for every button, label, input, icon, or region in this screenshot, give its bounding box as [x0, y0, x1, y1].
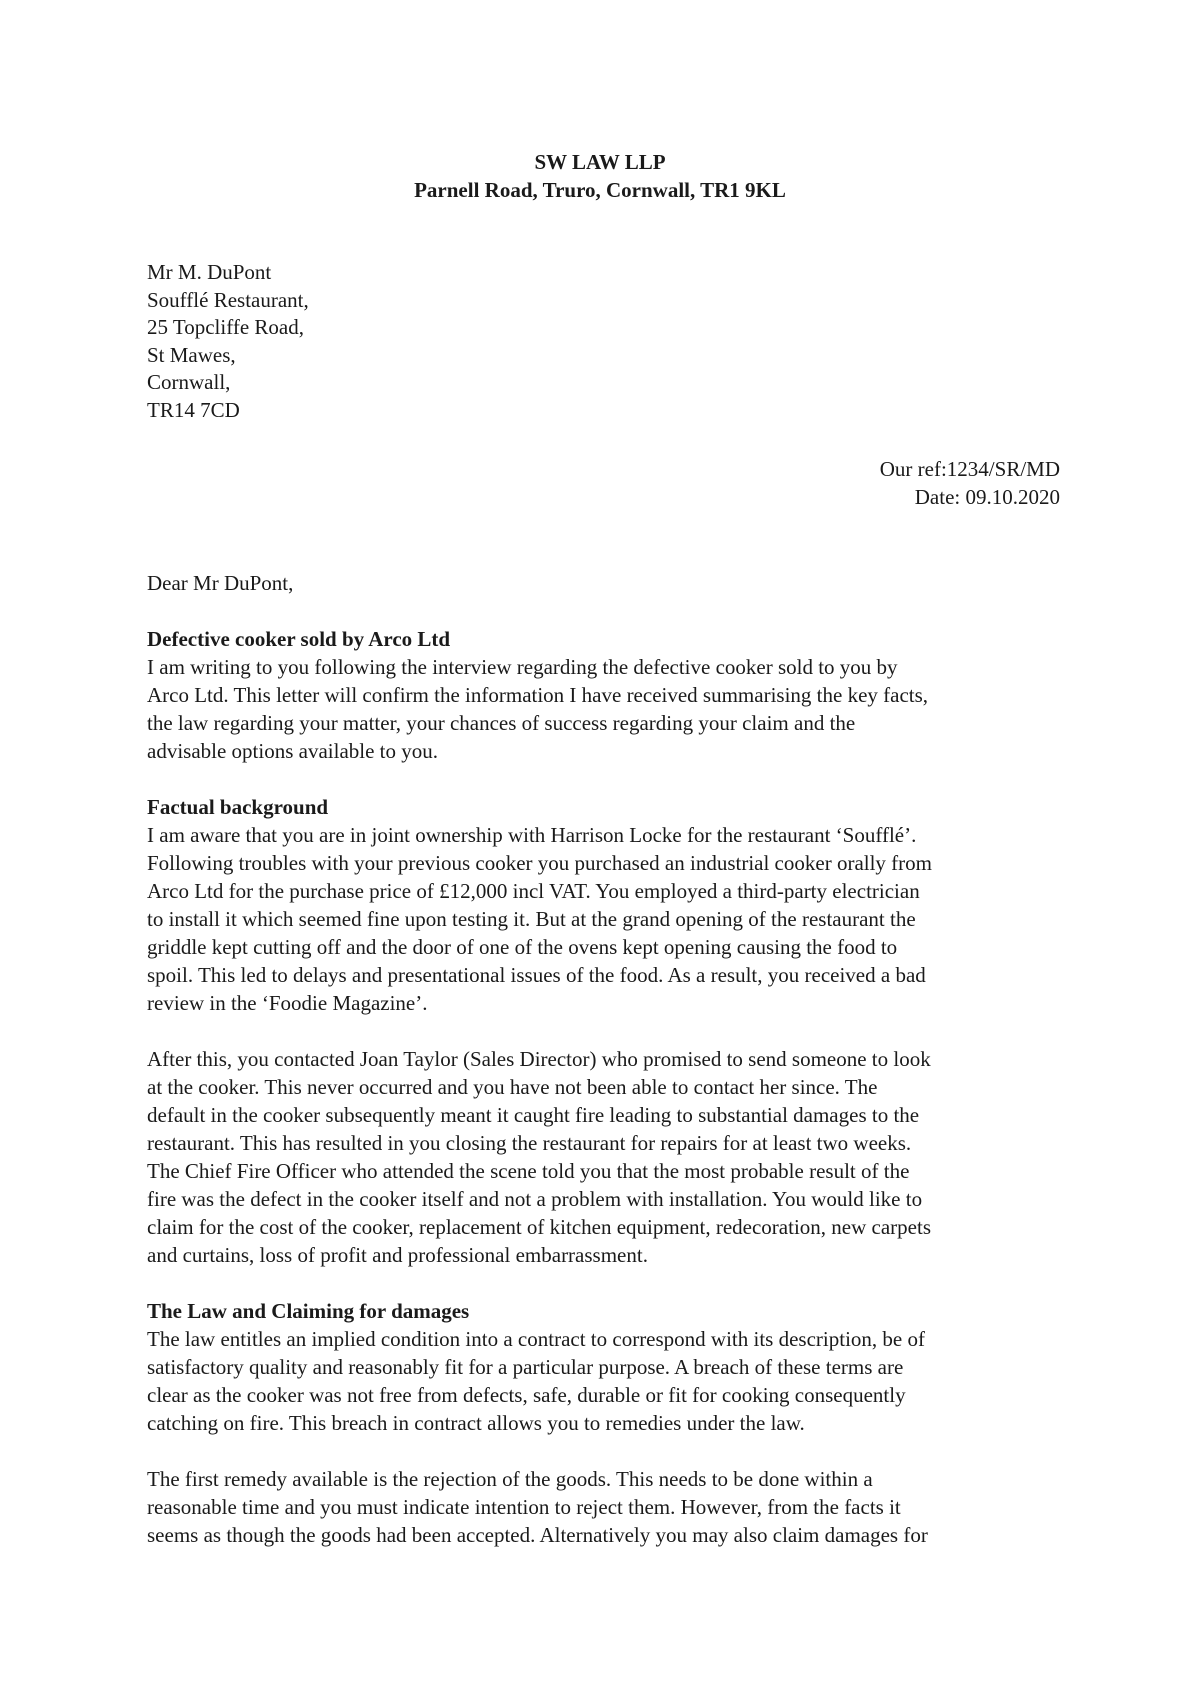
text-line: Arco Ltd. This letter will confirm the information I have received summarising the key facts, — [147, 683, 929, 707]
text-line: spoil. This led to delays and presentational issues of the food. As a result, you received a bad — [147, 963, 926, 987]
text-line: After this, you contacted Joan Taylor (Sales Director) who promised to send someone to look — [147, 1047, 931, 1071]
text-line: The first remedy available is the rejection of the goods. This needs to be done within a — [147, 1467, 873, 1491]
facts-paragraph-1 — [147, 821, 1057, 1017]
text-line: I am aware that you are in joint ownership with Harrison Locke for the restaurant ‘Soufflé’. — [147, 823, 917, 847]
recipient-line: Soufflé Restaurant, — [147, 287, 309, 312]
text-line: at the cooker. This never occurred and you have not been able to contact her since. The — [147, 1075, 878, 1099]
facts-paragraph-2 — [147, 1045, 1057, 1269]
salutation: Dear Mr DuPont, — [147, 571, 294, 595]
letterhead — [0, 148, 1200, 204]
our-reference: Our ref:1234/SR/MD — [879, 457, 1060, 481]
text-line: review in the ‘Foodie Magazine’. — [147, 991, 428, 1015]
recipient-line: Mr M. DuPont — [147, 260, 272, 284]
letter-body — [147, 569, 1057, 1549]
text-line: default in the cooker subsequently meant it caught fire leading to substantial damages to the — [147, 1103, 920, 1127]
text-line: catching on fire. This breach in contract allows you to remedies under the law. — [147, 1411, 805, 1435]
recipient-line: TR14 7CD — [147, 397, 240, 422]
text-line: satisfactory quality and reasonably fit for a particular purpose. A breach of these terms are — [147, 1355, 904, 1379]
firm-address: Parnell Road, Truro, Cornwall, TR1 9KL — [414, 178, 786, 202]
text-line: Following troubles with your previous cooker you purchased an industrial cooker orally from — [147, 851, 932, 875]
text-line: clear as the cooker was not free from defects, safe, durable or fit for cooking consequently — [147, 1383, 906, 1407]
recipient-line: St Mawes, — [147, 342, 236, 367]
recipient-address — [147, 259, 309, 424]
law-paragraph-1 — [147, 1325, 1057, 1437]
text-line: I am writing to you following the interview regarding the defective cooker sold to you by — [147, 655, 898, 679]
section-heading-intro: Defective cooker sold by Arco Ltd — [147, 627, 451, 651]
recipient-line: Cornwall, — [147, 370, 231, 394]
text-line: Arco Ltd for the purchase price of £12,000 incl VAT. You employed a third-party electrician — [147, 879, 920, 903]
text-line: The law entitles an implied condition into a contract to correspond with its description, be of — [147, 1327, 925, 1351]
law-paragraph-2 — [147, 1465, 1057, 1549]
text-line: restaurant. This has resulted in you closing the restaurant for repairs for at least two weeks. — [147, 1131, 912, 1155]
text-line: reasonable time and you must indicate intention to reject them. However, from the facts it — [147, 1495, 901, 1519]
text-line: the law regarding your matter, your chances of success regarding your claim and the — [147, 711, 856, 735]
text-line: seems as though the goods had been accepted. Alternatively you may also claim damages for — [147, 1523, 928, 1547]
text-line: and curtains, loss of profit and professional embarrassment. — [147, 1243, 648, 1267]
text-line: claim for the cost of the cooker, replacement of kitchen equipment, redecoration, new carpets — [147, 1215, 931, 1239]
text-line: griddle kept cutting off and the door of one of the ovens kept opening causing the food to — [147, 935, 898, 959]
recipient-line: 25 Topcliffe Road, — [147, 315, 304, 339]
text-line: to install it which seemed fine upon testing it. But at the grand opening of the restaurant the — [147, 907, 916, 931]
intro-paragraph — [147, 653, 1057, 765]
section-heading-law: The Law and Claiming for damages — [147, 1299, 470, 1323]
reference-block — [880, 455, 1060, 511]
text-line: fire was the defect in the cooker itself and not a problem with installation. You would like to — [147, 1187, 923, 1211]
letter-date: Date: 09.10.2020 — [914, 485, 1060, 509]
firm-name: SW LAW LLP — [534, 150, 666, 174]
section-heading-facts: Factual background — [147, 795, 329, 819]
text-line: advisable options available to you. — [147, 739, 439, 763]
text-line: The Chief Fire Officer who attended the scene told you that the most probable result of the — [147, 1159, 910, 1183]
